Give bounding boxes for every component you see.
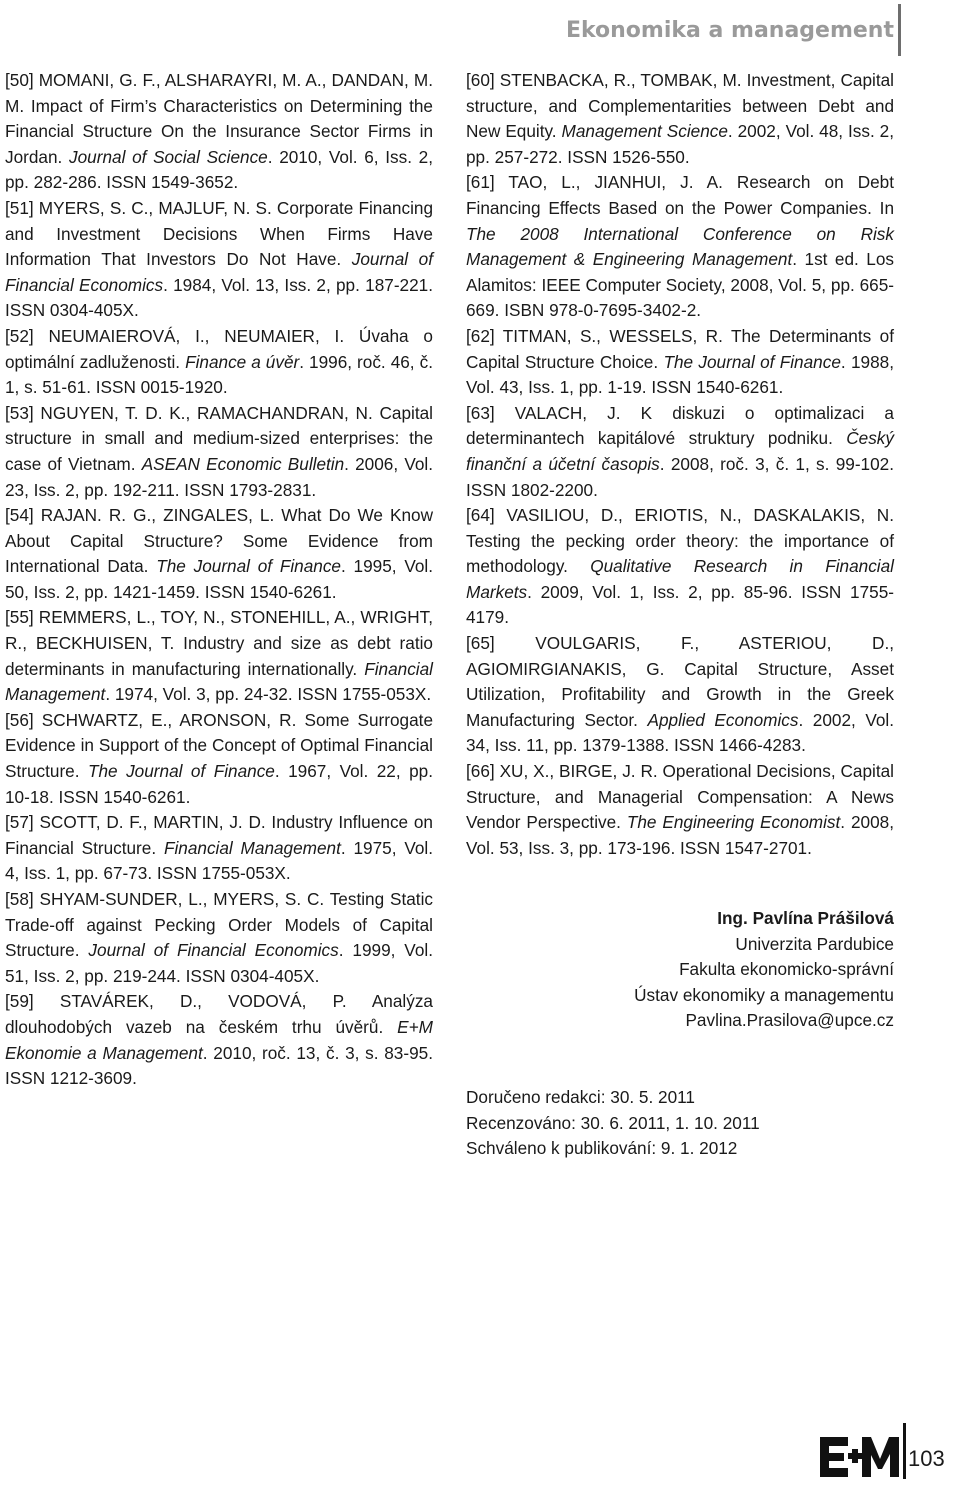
reference-text: . 2002, Vol. 34, Iss. 11, pp. 1379-1388. ISSN 1466-4283. — [466, 709, 895, 756]
reference-50 — [5, 68, 433, 196]
journal-title: Ekonomika a management — [565, 18, 894, 43]
reference-64 — [466, 503, 894, 631]
reference-59 — [5, 989, 433, 1091]
reference-text: . 2006, Vol. 23, Iss. 2, pp. 192-211. ISSN 1793-2831. — [5, 453, 433, 500]
reference-text: . 1999, Vol. 51, Iss. 2, pp. 219-244. ISSN 0304-405X. — [5, 940, 433, 986]
reference-58 — [5, 887, 433, 989]
reference-text: . 2008, roč. 3, č. 1, s. 99-102. ISSN 1802-2200. — [466, 453, 894, 500]
reference-text: [55] REMMERS, L., TOY, N., STONEHILL, A., WRIGHT, R., BECKHUISEN, T. Industry and size as debt ratio determinants in manufacturing internationally. — [5, 607, 433, 679]
reference-text: . 1996, roč. 46, č. 1, s. 51-61. ISSN 0015-1920. — [5, 351, 433, 398]
reference-65 — [466, 631, 894, 759]
reference-source-title: The Engineering Economist — [626, 812, 841, 833]
header-divider — [898, 4, 901, 56]
reference-text: . 2008, Vol. 53, Iss. 3, pp. 173-196. ISSN 1547-2701. — [466, 812, 894, 858]
reference-text: [59] STAVÁREK, D., VODOVÁ, P. Analýza dlouhodobých vazeb na českém trhu úvěrů. — [5, 991, 433, 1037]
reference-source-title: Management Science — [561, 121, 728, 142]
reference-text: [50] MOMANI, G. F., ALSHARAYRI, M. A., DANDAN, M. M. Impact of Firm’s Characteristics on Determining the Financial Structure On the Insurance Sector Firms in Jordan. — [5, 70, 433, 167]
reference-source-title: Finance a úvěr — [185, 351, 300, 372]
reference-source-title: Qualitative Research in Financial Markets — [466, 556, 894, 602]
reference-53 — [5, 401, 433, 503]
reference-text: [51] MYERS, S. C., MAJLUF, N. S. Corporate Financing and Investment Decisions When Firms Have Information That Investors Do Not Have. — [5, 197, 433, 270]
reference-text: . 2010, Vol. 6, Iss. 2, pp. 282-286. ISSN 1549-3652. — [5, 146, 433, 193]
reference-text: . 1988, Vol. 43, Iss. 1, pp. 1-19. ISSN 1540-6261. — [466, 351, 894, 398]
reference-text: [58] SHYAM-SUNDER, L., MYERS, S. C. Testing Static Trade-off against Pecking Order Models of Capital Structure. — [5, 889, 433, 961]
reference-text: [65] VOULGARIS, F., ASTERIOU, D., AGIOMIRGIANAKIS, G. Capital Structure, Asset Utilization, Profitability and Growth in the Greek Manufacturing Sector. — [466, 633, 894, 730]
publication-dates — [466, 1085, 894, 1162]
reference-54 — [5, 503, 433, 605]
reference-text: [60] STENBACKA, R., TOMBAK, M. Investment, Capital structure, and Complementarities between Debt and New Equity. — [466, 70, 894, 142]
reference-source-title: Financial Management — [163, 837, 341, 858]
reference-51 — [5, 196, 433, 324]
reference-63 — [466, 401, 894, 503]
reference-text: [57] SCOTT, D. F., MARTIN, J. D. Industry Influence on Financial Structure. — [5, 812, 433, 858]
reference-text: [61] TAO, L., JIANHUI, J. A. Research on Debt Financing Effects Based on the Power Companies. In — [466, 172, 894, 218]
reference-source-title: The Journal of Finance — [87, 761, 275, 782]
references-right-column — [466, 68, 894, 861]
reference-text: [64] VASILIOU, D., ERIOTIS, N., DASKALAKIS, N. Testing the pecking order theory: the importance of methodology. — [466, 505, 894, 577]
reference-text: [62] TITMAN, S., WESSELS, R. The Determinants of Capital Structure Choice. — [466, 325, 894, 372]
reference-text: . 2002, Vol. 48, Iss. 2, pp. 257-272. ISSN 1526-550. — [466, 121, 894, 167]
author-block — [560, 906, 894, 1034]
reference-source-title: ASEAN Economic Bulletin — [141, 453, 345, 474]
reference-source-title: Journal of Financial Economics — [88, 940, 339, 961]
em-logo — [818, 1423, 906, 1479]
reference-text: . 2010, roč. 13, č. 3, s. 83-95. ISSN 1212-3609. — [5, 1042, 433, 1089]
reference-62 — [466, 324, 894, 401]
reference-source-title: Applied Economics — [647, 709, 799, 730]
reference-57 — [5, 810, 433, 887]
reference-text: . 1995, Vol. 50, Iss. 2, pp. 1421-1459. ISSN 1540-6261. — [5, 556, 433, 602]
reference-61 — [466, 170, 894, 324]
reference-source-title: The Journal of Finance — [156, 556, 341, 577]
reference-source-title: The 2008 International Conference on Risk Management & Engineering Management — [466, 223, 894, 270]
date-received: Doručeno redakci: 30. 5. 2011 — [466, 1087, 695, 1107]
reference-text: [53] NGUYEN, T. D. K., RAMACHANDRAN, N. Capital structure in small and medium-sized enterprises: the case of Vietnam. — [5, 402, 433, 474]
reference-text: . 1967, Vol. 22, pp. 10-18. ISSN 1540-6261. — [5, 761, 433, 807]
reference-text: . 1974, Vol. 3, pp. 24-32. ISSN 1755-053X. — [105, 684, 432, 705]
reference-text: [66] XU, X., BIRGE, J. R. Operational Decisions, Capital Structure, and Managerial Compensation: A News Vendor Perspective. — [466, 761, 894, 833]
references-left-column — [5, 68, 433, 1092]
author-name: Ing. Pavlína Prášilová — [717, 908, 894, 928]
reference-source-title: The Journal of Finance — [663, 351, 841, 372]
reference-56 — [5, 708, 433, 810]
reference-text: . 1st ed. Los Alamitos: IEEE Computer Society, 2008, Vol. 5, pp. 665-669. ISBN 978-0-7695-3402-2. — [466, 249, 894, 321]
reference-66 — [466, 759, 894, 861]
reference-text: [54] RAJAN. R. G., ZINGALES, L. What Do We Know About Capital Structure? Some Evidence from International Data. — [5, 505, 433, 577]
author-faculty: Fakulta ekonomicko-správní — [679, 959, 894, 980]
reference-text: . 1984, Vol. 13, Iss. 2, pp. 187-221. ISSN 0304-405X. — [5, 274, 433, 321]
reference-text: [63] VALACH, J. K diskuzi o optimalizaci a determinantech kapitálové struktury podniku. — [466, 402, 894, 449]
reference-text: [52] NEUMAIEROVÁ, I., NEUMAIER, I. Úvaha o optimální zadluženosti. — [5, 325, 433, 372]
page-number: 103 — [908, 1446, 945, 1471]
reference-text: [56] SCHWARTZ, E., ARONSON, R. Some Surrogate Evidence in Support of the Concept of Optimal Financial Structure. — [5, 709, 433, 782]
date-approved: Schváleno k publikování: 9. 1. 2012 — [466, 1138, 738, 1159]
reference-source-title: Český finanční a účetní časopis — [466, 428, 894, 474]
reference-60 — [466, 68, 894, 170]
author-email[interactable]: Pavlina.Prasilova@upce.cz — [685, 1010, 894, 1031]
author-university: Univerzita Pardubice — [735, 933, 894, 954]
author-institute: Ústav ekonomiky a managementu — [634, 984, 894, 1005]
reference-source-title: Journal of Financial Economics — [5, 249, 433, 295]
reference-text: . 2009, Vol. 1, Iss. 2, pp. 85-96. ISSN 1755-4179. — [466, 581, 894, 628]
date-reviewed: Recenzováno: 30. 6. 2011, 1. 10. 2011 — [466, 1112, 760, 1133]
reference-source-title: E+M Ekonomie a Management — [5, 1016, 433, 1063]
reference-source-title: Financial Management — [5, 658, 433, 705]
reference-55 — [5, 605, 433, 707]
reference-text: . 1975, Vol. 4, Iss. 1, pp. 67-73. ISSN 1755-053X. — [5, 837, 433, 884]
reference-52 — [5, 324, 433, 401]
reference-source-title: Journal of Social Science — [69, 146, 268, 167]
